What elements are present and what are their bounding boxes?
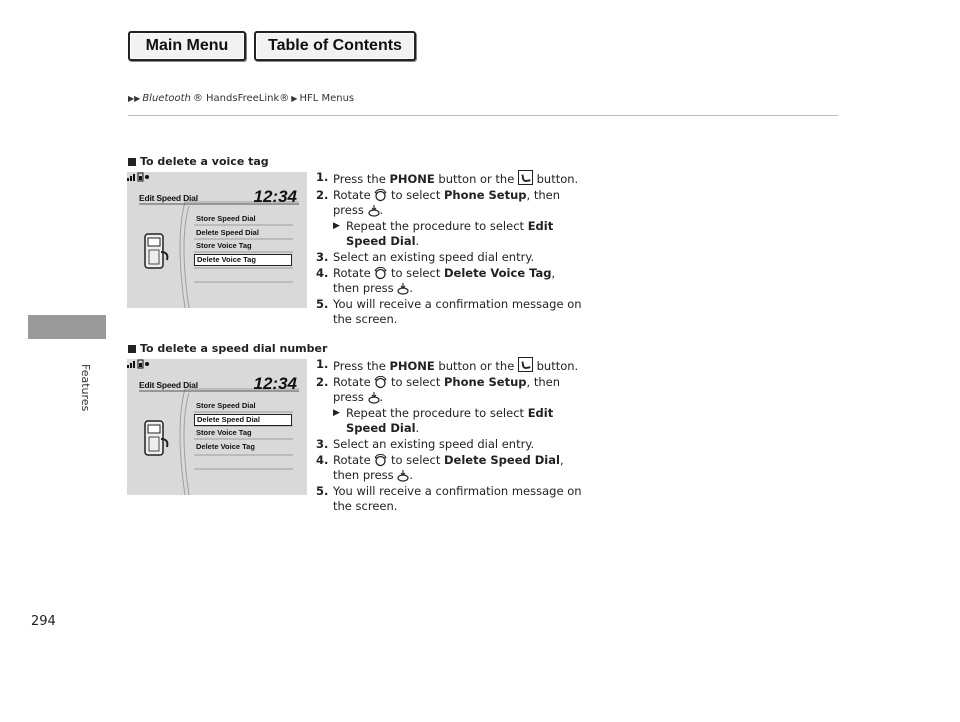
press-dial-icon (368, 391, 380, 404)
display-screen (127, 172, 307, 308)
press-dial-icon (397, 469, 409, 482)
screen-clock: 12:34 (253, 187, 297, 206)
square-bullet-icon (128, 345, 136, 353)
step-2-cont: press . (333, 203, 384, 218)
sub-arrow-icon: ▶ (333, 407, 340, 418)
press-dial-icon (368, 204, 380, 217)
breadcrumb-item-bluetooth[interactable]: Bluetooth (142, 93, 191, 104)
section-heading (128, 342, 327, 355)
step-3: 3. Select an existing speed dial entry. (316, 436, 535, 451)
step-1: 1. Press the PHONE button or the button. (316, 357, 579, 373)
screen-menu-item: Delete Voice Tag (194, 254, 292, 266)
section-label: Features (79, 364, 92, 412)
interface-dial-icon (374, 267, 387, 280)
screen-menu-item: Delete Voice Tag (196, 442, 255, 451)
step-5: 5. You will receive a confirmation message on (316, 296, 582, 311)
breadcrumb (128, 93, 354, 104)
section-heading-text: To delete a voice tag (140, 155, 269, 168)
step-2: 2. Rotate to select Phone Setup, then (316, 187, 560, 202)
step-2-cont: press . (333, 390, 384, 405)
section-tab (28, 315, 106, 339)
cellphone-icon (145, 234, 167, 268)
screen-menu-item: Delete Speed Dial (194, 414, 292, 426)
step-4: 4. Rotate to select Delete Speed Dial, (316, 452, 564, 467)
table-of-contents-button[interactable]: Table of Contents (254, 31, 416, 61)
interface-dial-icon (374, 376, 387, 389)
step-list (316, 357, 646, 515)
screen-title: Edit Speed Dial (139, 380, 198, 390)
section-heading (128, 155, 269, 168)
step-5-cont: the screen. (333, 312, 398, 327)
section-heading-text: To delete a speed dial number (140, 342, 328, 355)
signal-battery-icon (127, 172, 149, 182)
breadcrumb-item-hfl[interactable]: ® HandsFreeLink® (192, 93, 290, 104)
breadcrumb-arrow-icon: ▶ (291, 94, 298, 103)
header-divider (128, 115, 838, 116)
sub-step-cont: Speed Dial. (346, 234, 420, 249)
display-screen (127, 359, 307, 495)
screen-clock: 12:34 (253, 374, 297, 393)
screen-menu-item: Delete Speed Dial (196, 228, 259, 237)
phone-button-icon (518, 357, 533, 372)
screen-menu-item: Store Voice Tag (196, 428, 252, 437)
step-5-cont: the screen. (333, 499, 398, 514)
step-4-cont: then press . (333, 281, 413, 296)
step-3: 3. Select an existing speed dial entry. (316, 249, 535, 264)
cellphone-icon (145, 421, 167, 455)
sub-step: ▶ Repeat the procedure to select Edit (333, 405, 554, 420)
step-4: 4. Rotate to select Delete Voice Tag, (316, 265, 556, 280)
step-5: 5. You will receive a confirmation message on (316, 483, 582, 498)
main-menu-button[interactable]: Main Menu (128, 31, 246, 61)
screen-menu-item: Store Voice Tag (196, 241, 252, 250)
signal-battery-icon (127, 359, 149, 369)
screen-menu-item: Store Speed Dial (196, 401, 256, 410)
phone-button-icon (518, 170, 533, 185)
interface-dial-icon (374, 189, 387, 202)
square-bullet-icon (128, 158, 136, 166)
press-dial-icon (397, 282, 409, 295)
interface-dial-icon (374, 454, 387, 467)
step-4-cont: then press . (333, 468, 413, 483)
breadcrumb-arrow-icon: ▶▶ (128, 94, 141, 103)
screen-title: Edit Speed Dial (139, 193, 198, 203)
sub-step-cont: Speed Dial. (346, 421, 420, 436)
breadcrumb-item-hfl-menus[interactable]: HFL Menus (299, 93, 355, 104)
step-1: 1. Press the PHONE button or the button. (316, 170, 579, 186)
step-list (316, 170, 646, 328)
sub-step: ▶ Repeat the procedure to select Edit (333, 218, 554, 233)
page-number: 294 (31, 614, 56, 629)
screen-menu-item: Store Speed Dial (196, 214, 256, 223)
sub-arrow-icon: ▶ (333, 220, 340, 231)
step-2: 2. Rotate to select Phone Setup, then (316, 374, 560, 389)
